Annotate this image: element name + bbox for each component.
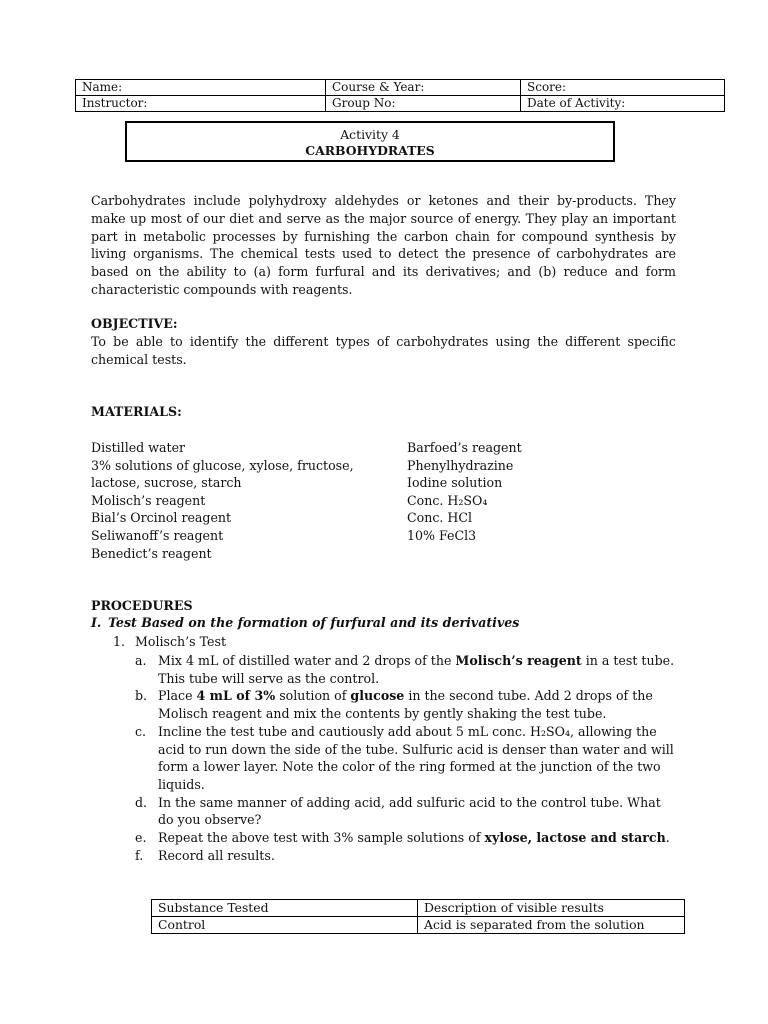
step-letter: a.: [135, 653, 147, 668]
material-item: Molisch’s reagent: [91, 492, 206, 508]
step-text: .: [665, 830, 670, 846]
procedure-steps: [135, 652, 675, 864]
step-letter: c.: [135, 723, 147, 739]
material-item: Iodine solution: [407, 475, 503, 491]
test-number: 1.: [113, 634, 126, 649]
activity-title-box: [125, 121, 615, 162]
results-table: [151, 899, 685, 934]
material-item: Distilled water: [91, 440, 186, 455]
activity-topic: CARBOHYDRATES: [305, 143, 435, 158]
section-number: I.: [91, 615, 102, 630]
step-letter: d.: [135, 794, 148, 810]
objective-heading: OBJECTIVE:: [91, 316, 178, 331]
procedure-step: [135, 687, 675, 722]
results-cell: Control: [152, 917, 418, 934]
step-text: solution of: [275, 688, 351, 704]
material-item: Phenylhydrazine: [407, 457, 514, 473]
course-year-cell: Course & Year:: [326, 80, 521, 96]
procedure-step: [135, 723, 675, 794]
objective-text: To be able to identify the different types of carbohydrates using the different specific chemical tests.: [91, 334, 676, 367]
step-text: In the same manner of adding acid, add sulfuric acid to the control tube. What do you observe?: [158, 794, 661, 828]
step-emphasis: Molisch’s reagent: [455, 653, 582, 668]
group-no-cell: Group No:: [326, 96, 521, 112]
procedure-step: [135, 847, 675, 865]
results-header-cell: Description of visible results: [418, 900, 685, 917]
materials-right-list: [407, 439, 522, 545]
date-of-activity-cell: Date of Activity:: [521, 96, 725, 112]
materials-heading: MATERIALS:: [91, 404, 182, 419]
test-title: [113, 634, 226, 649]
procedure-step: [135, 829, 675, 847]
step-text: Incline the test tube and cautiously add about 5 mL conc. H₂SO₄, allowing the acid to run down the side of the tube. Sulfuric acid is denser than water and will form a lower layer. Note the color of the ring formed at the junction of the two liquids.: [158, 723, 674, 792]
step-emphasis: 4 mL of 3%: [196, 688, 276, 704]
step-emphasis: glucose: [350, 688, 405, 704]
step-text: Repeat the above test with 3% sample solutions of: [158, 830, 485, 846]
step-text: in the second tube. Add 2 drops of the Molisch reagent and mix the contents by gently shaking the test tube.: [158, 688, 653, 722]
procedures-heading: PROCEDURES: [91, 598, 193, 613]
material-item: Barfoed’s reagent: [407, 440, 522, 455]
step-text: Place: [158, 688, 197, 704]
results-cell: Acid is separated from the solution: [418, 917, 685, 934]
intro-paragraph: Carbohydrates include polyhydroxy aldehydes or ketones and their by-products. They make up most of our diet and serve as the major source of energy. They play an important part in metabolic processes by furnishing the carbon chain for compound synthesis by living organisms. The chemical tests used to detect the presence of carbohydrates are based on the ability to (a) form furfural and its derivatives; and (b) reduce and form characteristic compounds with reagents.: [91, 193, 676, 297]
procedure-step: [135, 652, 675, 687]
material-item: Conc. H₂SO₄: [407, 492, 488, 508]
section-title-text: Test Based on the formation of furfural and its derivatives: [108, 615, 520, 630]
material-item: 3% solutions of glucose, xylose, fructose,: [91, 457, 354, 473]
test-title-text: Molisch’s Test: [135, 634, 227, 649]
step-text: in a test tube. This tube will serve as the control.: [158, 653, 675, 686]
procedure-step: [135, 794, 675, 829]
results-header-row: [152, 900, 685, 917]
material-item: Bial’s Orcinol reagent: [91, 510, 232, 526]
table-row: [152, 917, 685, 934]
name-cell: Name:: [76, 80, 326, 96]
score-cell: Score:: [521, 80, 725, 96]
step-emphasis: xylose, lactose and starch: [484, 830, 666, 846]
instructor-cell: Instructor:: [76, 96, 326, 112]
activity-number: Activity 4: [340, 127, 400, 142]
material-item: Conc. HCl: [407, 510, 473, 526]
procedure-section-title: [91, 615, 519, 630]
step-text: Record all results.: [158, 847, 275, 863]
step-letter: e.: [135, 830, 147, 846]
step-letter: b.: [135, 688, 148, 704]
material-item: lactose, sucrose, starch: [91, 475, 242, 491]
step-letter: f.: [135, 847, 144, 863]
material-item: 10% FeCl3: [407, 527, 477, 543]
header-info-table: [75, 79, 725, 112]
material-item: Seliwanoff’s reagent: [91, 527, 224, 543]
results-header-cell: Substance Tested: [152, 900, 418, 917]
materials-left-list: [91, 439, 354, 562]
step-text: Mix 4 mL of distilled water and 2 drops of the: [158, 653, 456, 668]
material-item: Benedict’s reagent: [91, 545, 212, 561]
